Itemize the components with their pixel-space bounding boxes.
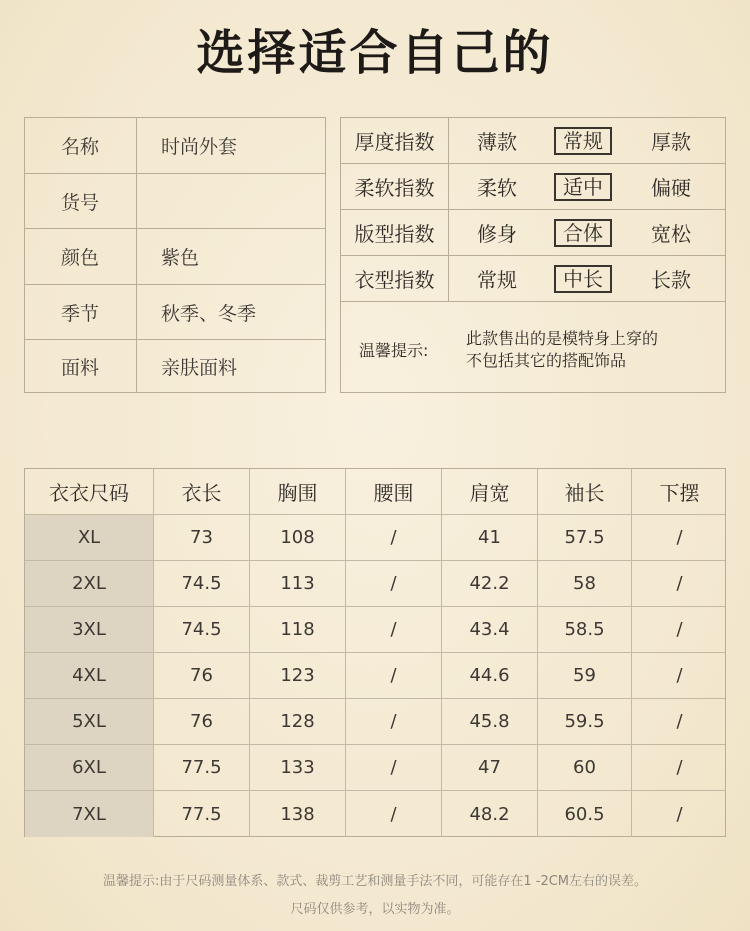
size-value-cell: 77.5 bbox=[153, 791, 249, 837]
size-row bbox=[25, 699, 725, 745]
info-row-season bbox=[25, 284, 325, 339]
info-key: 面料 bbox=[60, 357, 99, 379]
size-value-cell: 47 bbox=[441, 745, 537, 790]
size-value-cell: 128 bbox=[249, 699, 345, 744]
size-value-cell: / bbox=[631, 791, 727, 837]
size-header-cell: 胸围 bbox=[249, 469, 345, 514]
index-option: 长款 bbox=[651, 268, 691, 292]
info-key: 季节 bbox=[60, 302, 99, 325]
size-value-cell: 138 bbox=[249, 791, 345, 837]
info-row-name bbox=[25, 118, 325, 173]
size-value-cell: 44.6 bbox=[441, 653, 537, 698]
size-header-row bbox=[25, 469, 725, 515]
size-value-cell: 73 bbox=[153, 515, 249, 560]
size-header-cell: 衣长 bbox=[153, 469, 249, 514]
size-label-cell: 2XL bbox=[25, 561, 153, 606]
size-label-cell: 7XL bbox=[25, 791, 153, 837]
size-value-cell: 58 bbox=[537, 561, 631, 606]
index-label: 厚度指数 bbox=[341, 118, 449, 163]
size-header-cell: 袖长 bbox=[537, 469, 631, 514]
page-title: 选择适合自己的 bbox=[196, 25, 554, 81]
size-header-cell: 腰围 bbox=[345, 469, 441, 514]
size-value-cell: 48.2 bbox=[441, 791, 537, 837]
size-value-cell: / bbox=[631, 699, 727, 744]
product-info-table bbox=[24, 117, 326, 393]
footnote-line2: 尺码仅供参考，以实物为准。 bbox=[290, 902, 460, 917]
size-value-cell: 123 bbox=[249, 653, 345, 698]
size-value-cell: 133 bbox=[249, 745, 345, 790]
size-value-cell: / bbox=[345, 561, 441, 606]
size-row bbox=[25, 791, 725, 837]
info-key: 名称 bbox=[60, 136, 99, 158]
size-value-cell: 74.5 bbox=[153, 561, 249, 606]
size-value-cell: 43.4 bbox=[441, 607, 537, 652]
index-row-thickness bbox=[341, 118, 725, 164]
tip-label: 温馨提示: bbox=[359, 341, 429, 360]
size-value-cell: / bbox=[631, 607, 727, 652]
size-row bbox=[25, 745, 725, 791]
info-row-color bbox=[25, 228, 325, 284]
tip-line: 此款售出的是模特身上穿的 bbox=[466, 329, 659, 348]
size-value-cell: 57.5 bbox=[537, 515, 631, 560]
size-value-cell: 41 bbox=[441, 515, 537, 560]
info-value: 秋季、冬季 bbox=[136, 285, 325, 339]
size-value-cell: / bbox=[631, 745, 727, 790]
info-row-sku bbox=[25, 173, 325, 228]
tip-box bbox=[341, 302, 725, 392]
size-value-cell: / bbox=[345, 699, 441, 744]
size-value-cell: 108 bbox=[249, 515, 345, 560]
size-label-cell: 4XL bbox=[25, 653, 153, 698]
size-value-cell: 118 bbox=[249, 607, 345, 652]
index-option: 薄款 bbox=[477, 130, 517, 154]
size-chart-table bbox=[24, 468, 726, 837]
size-row bbox=[25, 561, 725, 607]
index-label: 柔软指数 bbox=[341, 164, 449, 209]
size-value-cell: / bbox=[345, 791, 441, 837]
size-header-cell: 下摆 bbox=[631, 469, 727, 514]
size-value-cell: 77.5 bbox=[153, 745, 249, 790]
info-row-fabric bbox=[25, 339, 325, 393]
index-row-softness bbox=[341, 164, 725, 210]
index-option: 厚款 bbox=[651, 130, 691, 154]
index-label: 版型指数 bbox=[341, 210, 449, 255]
size-label-cell: 5XL bbox=[25, 699, 153, 744]
info-key: 货号 bbox=[60, 191, 99, 214]
size-value-cell: 74.5 bbox=[153, 607, 249, 652]
size-label-cell: XL bbox=[25, 515, 153, 560]
tip-line: 不包括其它的搭配饰品 bbox=[466, 351, 627, 370]
size-value-cell: / bbox=[631, 561, 727, 606]
size-label-cell: 6XL bbox=[25, 745, 153, 790]
size-row bbox=[25, 607, 725, 653]
index-label: 衣型指数 bbox=[341, 256, 449, 301]
index-option: 常规 bbox=[477, 268, 517, 292]
size-value-cell: 113 bbox=[249, 561, 345, 606]
info-value: 紫色 bbox=[136, 229, 325, 284]
size-value-cell: / bbox=[345, 607, 441, 652]
fit-index-table bbox=[340, 117, 726, 393]
size-value-cell: 60 bbox=[537, 745, 631, 790]
index-option-selected: 适中 bbox=[537, 164, 629, 209]
size-value-cell: / bbox=[345, 515, 441, 560]
size-value-cell: 42.2 bbox=[441, 561, 537, 606]
index-option-selected: 中长 bbox=[537, 256, 629, 301]
index-option: 偏硬 bbox=[651, 176, 691, 200]
index-option: 修身 bbox=[477, 222, 517, 246]
index-option-selected: 常规 bbox=[537, 118, 629, 163]
size-value-cell: 76 bbox=[153, 653, 249, 698]
size-value-cell: / bbox=[345, 653, 441, 698]
size-value-cell: / bbox=[631, 515, 727, 560]
size-row bbox=[25, 515, 725, 561]
size-value-cell: / bbox=[345, 745, 441, 790]
size-value-cell: 58.5 bbox=[537, 607, 631, 652]
size-value-cell: 76 bbox=[153, 699, 249, 744]
size-value-cell: 59 bbox=[537, 653, 631, 698]
size-value-cell: 60.5 bbox=[537, 791, 631, 837]
size-row bbox=[25, 653, 725, 699]
size-header-cell: 衣衣尺码 bbox=[49, 481, 129, 505]
size-value-cell: 59.5 bbox=[537, 699, 631, 744]
info-value: 时尚外套 bbox=[136, 118, 325, 173]
info-key: 颜色 bbox=[60, 247, 99, 269]
index-option: 宽松 bbox=[651, 222, 691, 246]
size-label-cell: 3XL bbox=[25, 607, 153, 652]
size-header-cell: 肩宽 bbox=[441, 469, 537, 514]
tip-text bbox=[466, 328, 716, 372]
size-value-cell: 45.8 bbox=[441, 699, 537, 744]
info-value: 亲肤面料 bbox=[136, 340, 325, 393]
info-value bbox=[136, 174, 325, 228]
size-value-cell: / bbox=[631, 653, 727, 698]
index-option-selected: 合体 bbox=[537, 210, 629, 255]
index-option: 柔软 bbox=[477, 176, 517, 200]
footnote-line1: 温馨提示:由于尺码测量体系、款式、裁剪工艺和测量手法不同，可能存在1 -2CM左右的误差。 bbox=[102, 874, 648, 889]
index-row-fit bbox=[341, 210, 725, 256]
index-row-length bbox=[341, 256, 725, 302]
